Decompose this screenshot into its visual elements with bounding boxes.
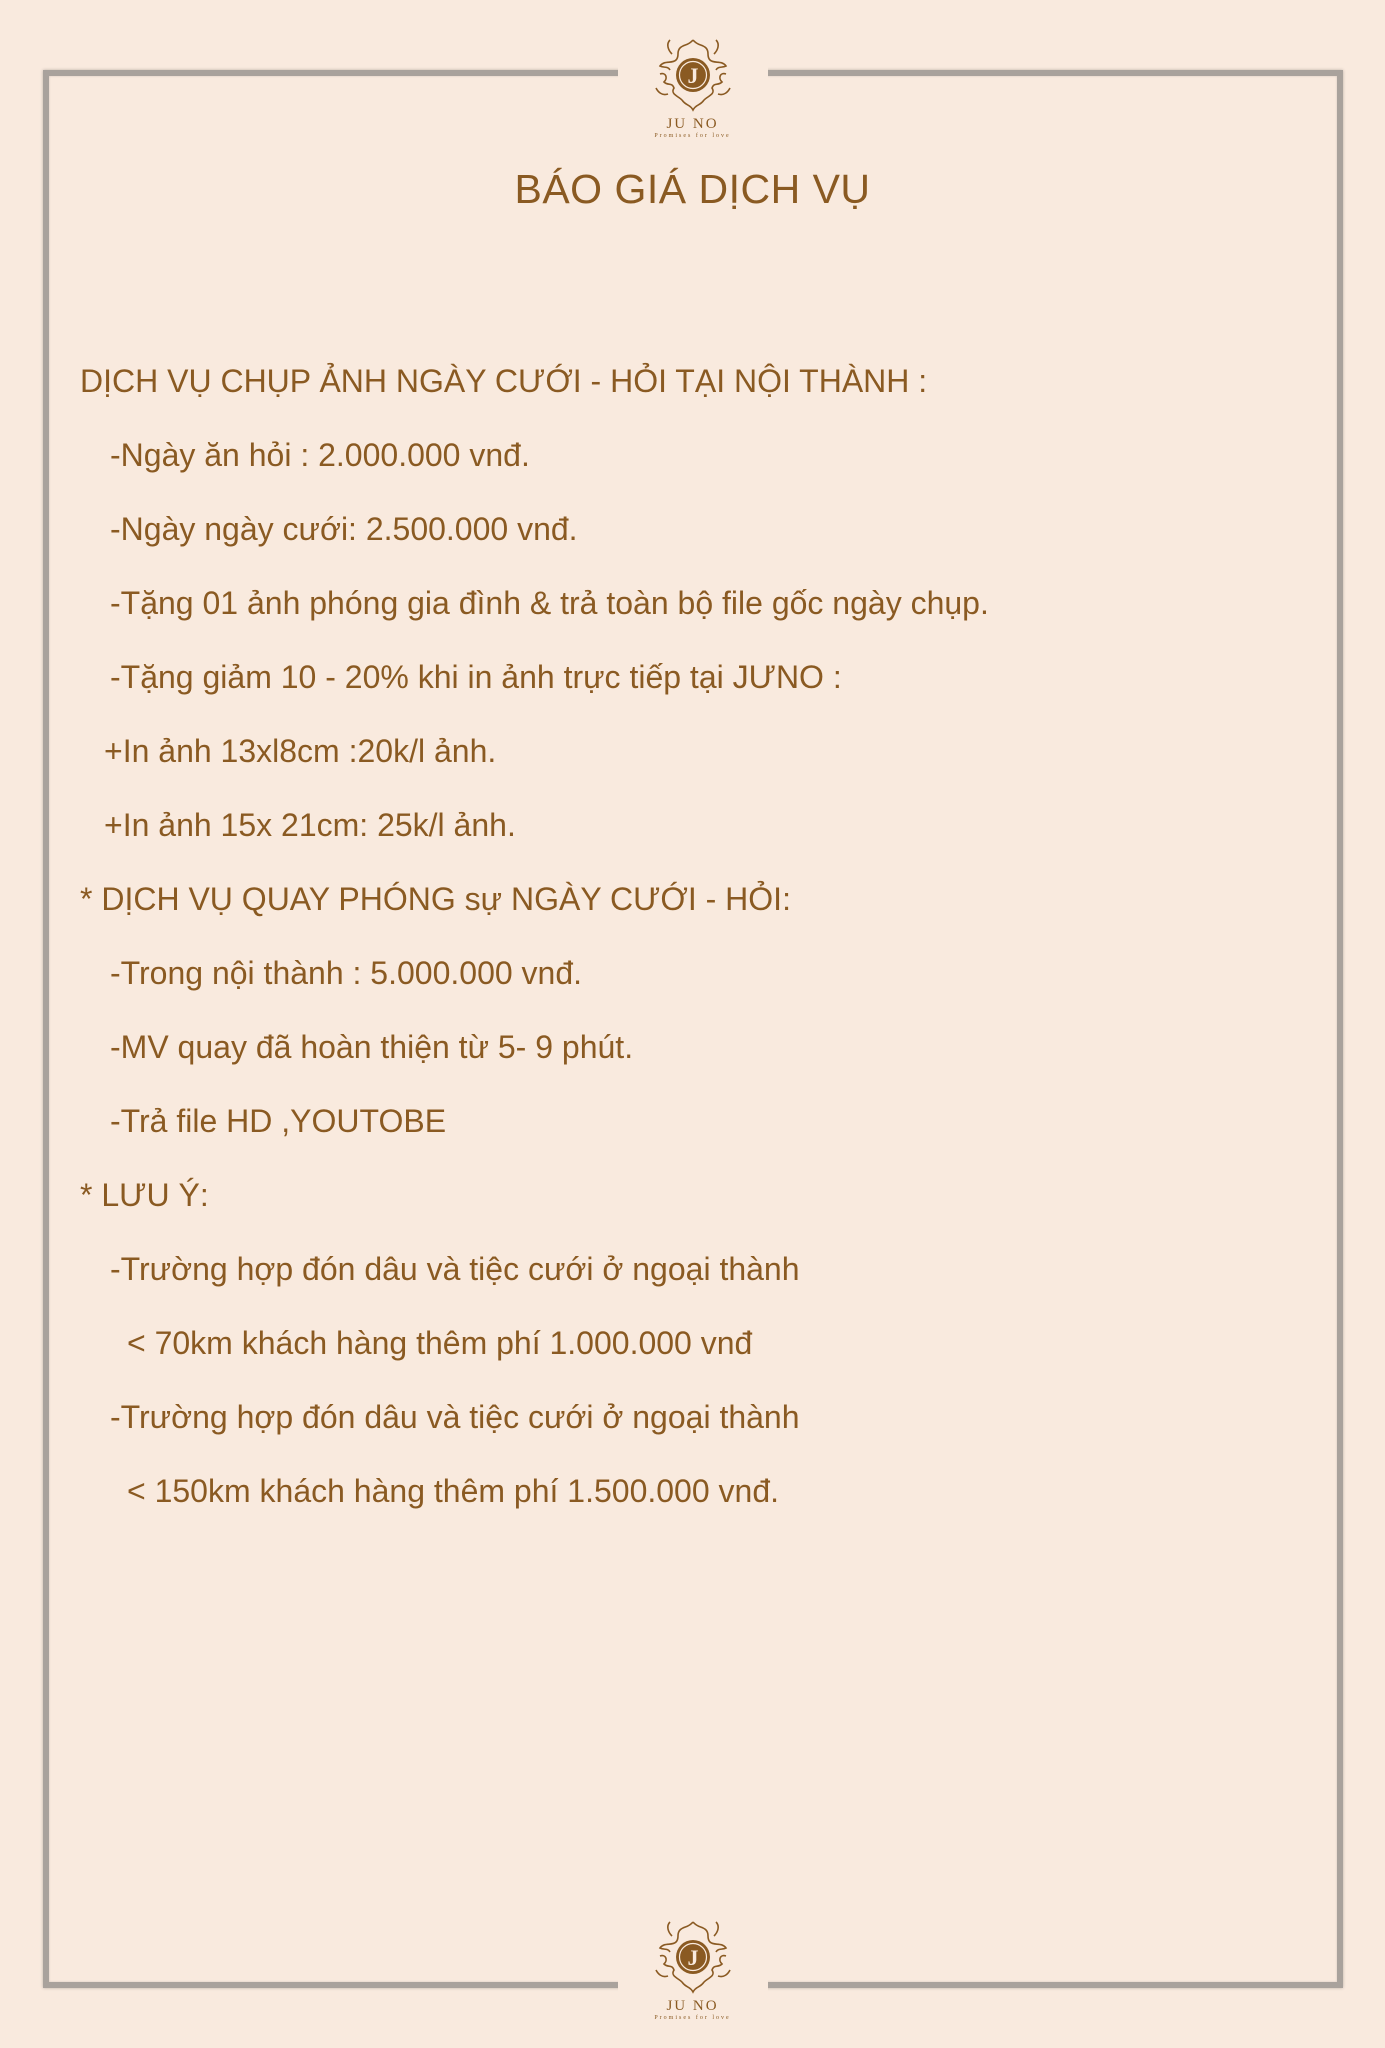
svg-text:J: J — [687, 63, 698, 88]
juno-crest-icon — [650, 1916, 736, 1996]
list-item: +In ảnh 13xl8cm :20k/l ảnh. — [104, 733, 497, 769]
list-item: -Trường hợp đón dâu và tiệc cưới ở ngoại thành — [110, 1251, 800, 1287]
list-item: -Ngày ăn hỏi : 2.000.000 vnđ. — [110, 437, 530, 473]
list-item: -Trả file HD ,YOUTOBE — [110, 1103, 447, 1139]
svg-text:J: J — [687, 1945, 698, 1970]
list-item: < 70km khách hàng thêm phí 1.000.000 vnđ — [127, 1325, 753, 1361]
logo-top — [618, 34, 768, 140]
list-item: -Trường hợp đón dâu và tiệc cưới ở ngoại thành — [110, 1399, 800, 1435]
page-title: BÁO GIÁ DỊCH VỤ — [514, 166, 871, 212]
section-heading-video: * DỊCH VỤ QUAY PHÓNG sự NGÀY CƯỚI - HỎI: — [80, 881, 791, 917]
list-item: -Tặng giảm 10 - 20% khi in ảnh trực tiếp tại JƯNO : — [110, 659, 842, 695]
brand-name: JU NO — [666, 116, 719, 132]
list-item: -Tặng 01 ảnh phóng gia đình & trả toàn bộ file gốc ngày chụp. — [110, 585, 989, 621]
brand-tagline: Promises for love — [654, 133, 731, 139]
list-item: -Ngày ngày cưới: 2.500.000 vnđ. — [110, 511, 578, 547]
list-item: -MV quay đã hoàn thiện từ 5- 9 phút. — [110, 1029, 634, 1065]
brand-tagline: Promises for love — [654, 2015, 731, 2021]
brand-name: JU NO — [666, 1998, 719, 2014]
list-item: < 150km khách hàng thêm phí 1.500.000 vnđ. — [127, 1473, 780, 1509]
section-heading-photo: DỊCH VỤ CHỤP ẢNH NGÀY CƯỚI - HỎI TẠI NỘI THÀNH : — [80, 363, 928, 399]
logo-bottom — [618, 1916, 768, 2024]
list-item: -Trong nội thành : 5.000.000 vnđ. — [110, 955, 583, 991]
section-heading-note: * LƯU Ý: — [80, 1177, 209, 1213]
juno-crest-icon — [650, 34, 736, 114]
price-list — [80, 363, 1280, 1547]
list-item: +In ảnh 15x 21cm: 25k/l ảnh. — [104, 807, 516, 843]
